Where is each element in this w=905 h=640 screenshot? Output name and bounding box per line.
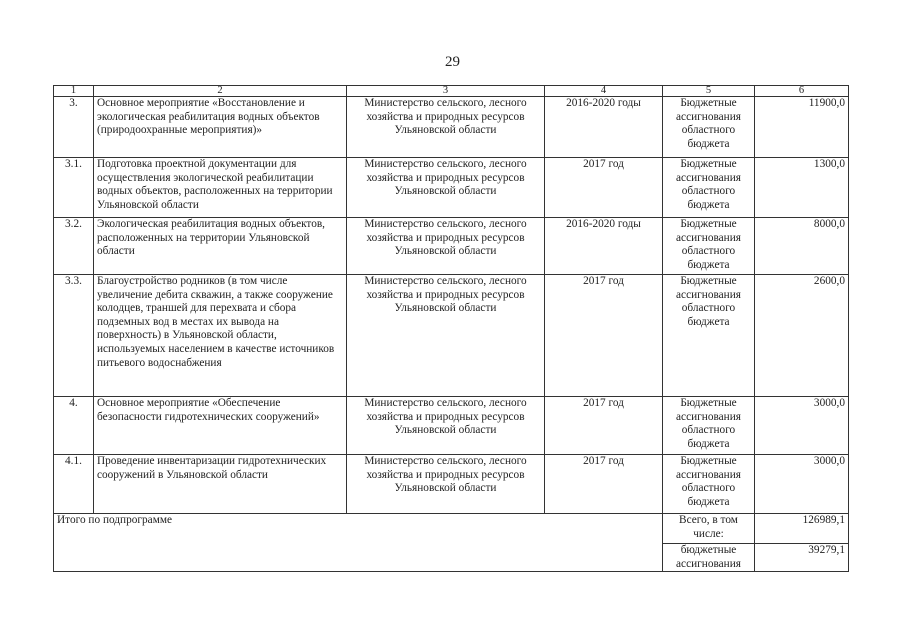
period: 2017 год [545,455,663,514]
amount: 3000,0 [755,455,849,514]
total-all-amount: 126989,1 [755,514,849,544]
column-header: 5 [663,86,755,97]
executor: Министерство сельского, лесного хозяйства и природных ресурсов Ульяновской области [347,218,545,275]
header-row [54,86,849,97]
table-row [54,158,849,218]
period: 2017 год [545,275,663,397]
row-number: 3. [54,97,94,158]
executor: Министерство сельского, лесного хозяйства и природных ресурсов Ульяновской области [347,158,545,218]
column-header: 6 [755,86,849,97]
funding-source: Бюджетные ассигнования областного бюджета [663,275,755,397]
activity-name: Основное мероприятие «Восстановление и экологическая реабилитация водных объектов (природоохранные мероприятия)» [94,97,347,158]
table-row [54,275,849,397]
row-number: 4.1. [54,455,94,514]
total-budget-label: бюджетные ассигнования [663,544,755,572]
executor: Министерство сельского, лесного хозяйства и природных ресурсов Ульяновской области [347,397,545,455]
program-table [53,85,849,572]
total-label: Итого по подпрограмме [54,514,663,572]
column-header: 1 [54,86,94,97]
amount: 8000,0 [755,218,849,275]
column-header: 4 [545,86,663,97]
row-number: 3.2. [54,218,94,275]
amount: 1300,0 [755,158,849,218]
amount: 11900,0 [755,97,849,158]
table-row [54,97,849,158]
total-row [54,514,849,544]
table-row [54,218,849,275]
funding-source: Бюджетные ассигнования областного бюджета [663,397,755,455]
table-row [54,455,849,514]
row-number: 4. [54,397,94,455]
total-all-label: Всего, в том числе: [663,514,755,544]
activity-name: Экологическая реабилитация водных объектов, расположенных на территории Ульяновской области [94,218,347,275]
activity-name: Проведение инвентаризации гидротехнических сооружений в Ульяновской области [94,455,347,514]
executor: Министерство сельского, лесного хозяйства и природных ресурсов Ульяновской области [347,275,545,397]
funding-source: Бюджетные ассигнования областного бюджета [663,158,755,218]
executor: Министерство сельского, лесного хозяйства и природных ресурсов Ульяновской области [347,455,545,514]
total-budget-amount: 39279,1 [755,544,849,572]
funding-source: Бюджетные ассигнования областного бюджета [663,455,755,514]
column-header: 3 [347,86,545,97]
page-number: 29 [445,54,460,70]
activity-name: Подготовка проектной документации для осуществления экологической реабилитации водных объектов, расположенных на территории Ульяновской области [94,158,347,218]
funding-source: Бюджетные ассигнования областного бюджета [663,218,755,275]
activity-name: Благоустройство родников (в том числе увеличение дебита скважин, а также сооружение колодцев, траншей для перехвата и сбора подземных вод в местах их вывода на поверхность) в Ульяновской области, используемых населением в качестве источников питьевого водоснабжения [94,275,347,397]
activity-name: Основное мероприятие «Обеспечение безопасности гидротехнических сооружений» [94,397,347,455]
row-number: 3.1. [54,158,94,218]
row-number: 3.3. [54,275,94,397]
amount: 2600,0 [755,275,849,397]
column-header: 2 [94,86,347,97]
period: 2016-2020 годы [545,218,663,275]
table-row [54,397,849,455]
amount: 3000,0 [755,397,849,455]
period: 2017 год [545,397,663,455]
period: 2016-2020 годы [545,97,663,158]
executor: Министерство сельского, лесного хозяйства и природных ресурсов Ульяновской области [347,97,545,158]
period: 2017 год [545,158,663,218]
funding-source: Бюджетные ассигнования областного бюджета [663,97,755,158]
